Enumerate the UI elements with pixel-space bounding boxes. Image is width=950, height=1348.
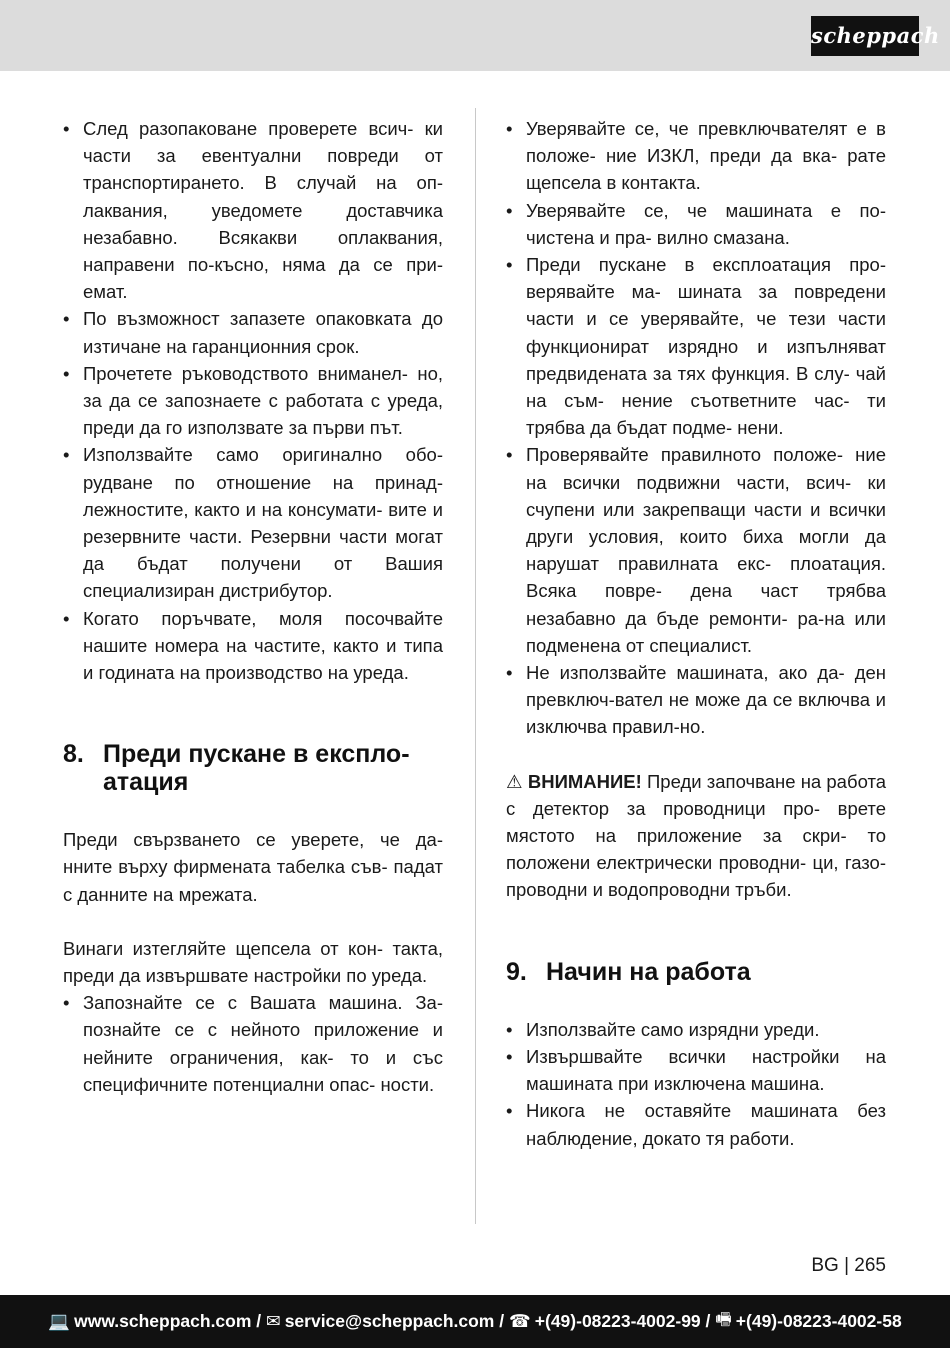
list-item: • Преди пускане в експлоатация про- верявайте ма- шината за повредени части и се уверявайте, че тези части функционират изрядно и изпълняват предвидената за тях функция. В слу- чай на съм- нение съответните час- ти трябва да бъдат подме- нени. bbox=[506, 251, 886, 441]
phone-number: +(49)-08223-4002-99 / bbox=[534, 1311, 711, 1331]
footer-bar bbox=[0, 1295, 950, 1348]
paragraph: Преди свързването се уверете, че да- нните върху фирмената табелка съв- падат с данните на мрежата. bbox=[63, 829, 443, 905]
section-title: Начин на работа bbox=[546, 957, 751, 986]
list-item: • Уверявайте се, че машината е по- чистена и пра- вилно смазана. bbox=[506, 197, 886, 251]
list-item: • Никога не оставяйте машината без наблюдение, докато тя работи. bbox=[506, 1097, 886, 1151]
column-divider bbox=[475, 108, 476, 1224]
list-item: • Прочетете ръководството вниманел- но, за да се запознаете с работата с уреда, преди да го използвате за първи път. bbox=[63, 360, 443, 442]
section-9-heading bbox=[506, 958, 886, 986]
warning-paragraph bbox=[506, 768, 886, 904]
mail-icon: ✉ bbox=[266, 1311, 281, 1331]
section-8-heading bbox=[63, 740, 443, 796]
warning-icon: ⚠ bbox=[506, 770, 523, 792]
bullet-list-bottom bbox=[506, 1016, 886, 1152]
list-item: • Проверявайте правилното положе- ние на всички подвижни части, всич- ки счупени или закрепващи части и всички други условия, които биха могли да нарушат правилната екс- плоатация. Всяка повре- дена част трябва незабавно да бъде ремонти- ра-на или подменена от специалист. bbox=[506, 441, 886, 659]
list-item: • Не използвайте машината, ако да- ден превключ-вател не може да се включва и изключва правил-но. bbox=[506, 659, 886, 741]
scheppach-logo: scheppach bbox=[811, 16, 919, 56]
bullet-list-top bbox=[506, 115, 886, 741]
paragraph: Винаги изтегляйте щепсела от кон- такта, преди да извършвате настройки по уреда. bbox=[63, 937, 443, 987]
list-item: • Уверявайте се, че превключвателят е в положе- ние ИЗКЛ, преди да вка- рате щепсела в контакта. bbox=[506, 115, 886, 197]
section-number: 9. bbox=[506, 957, 527, 986]
website-link[interactable]: www.scheppach.com / bbox=[74, 1311, 262, 1331]
list-item: • Запознайте се с Вашата машина. За- познайте се с нейното приложение и нейните ограничения, как- то и със специфичните потенциални опас- ности. bbox=[63, 989, 443, 1098]
computer-icon: 💻 bbox=[48, 1311, 71, 1331]
header-bar bbox=[0, 0, 950, 71]
section-title: Преди пускане в експло- атация bbox=[103, 740, 410, 797]
left-column bbox=[63, 115, 443, 1098]
list-item: • След разопаковане проверете всич- ки части за евентуални повреди от транспортирането. В случай на оп- лаквания, уведомете доставчика незабавно. Всякакви оплаквания, направени по-късно, няма да се при- емат. bbox=[63, 115, 443, 305]
bullet-list-top bbox=[63, 115, 443, 686]
bullet-list-bottom bbox=[63, 989, 443, 1098]
page-number: BG | 265 bbox=[811, 1255, 886, 1276]
list-item: • Използвайте само изрядни уреди. bbox=[506, 1016, 886, 1043]
warning-label: ВНИМАНИЕ! bbox=[527, 770, 642, 792]
list-item: • Извършвайте всички настройки на машината при изключена машина. bbox=[506, 1043, 886, 1097]
list-item: • Използвайте само оригинално обо- рудване по отношение на принад- лежностите, както и на консумати- вите и резервните части. Резервни части могат да бъдат получени от Вашия специализиран дистрибутор. bbox=[63, 441, 443, 604]
fax-number: +(49)-08223-4002-58 bbox=[735, 1311, 902, 1331]
email-link[interactable]: service@scheppach.com / bbox=[284, 1311, 505, 1331]
phone-icon: ☎ bbox=[508, 1311, 531, 1331]
right-column bbox=[506, 115, 886, 1152]
warning-text: Преди започване на работа с детектор за проводници про- врете мястото на приложение за скри- то положени електрически проводни- ци, газо- проводни и водопроводни тръби. bbox=[506, 770, 887, 901]
list-item: • По възможност запазете опаковката до изтичане на гаранционния срок. bbox=[63, 305, 443, 359]
fax-icon: 🖷 bbox=[715, 1308, 732, 1329]
list-item: • Когато поръчвате, моля посочвайте нашите номера на частите, както и типа и годината на производство на уреда. bbox=[63, 605, 443, 687]
section-number: 8. bbox=[63, 740, 84, 769]
